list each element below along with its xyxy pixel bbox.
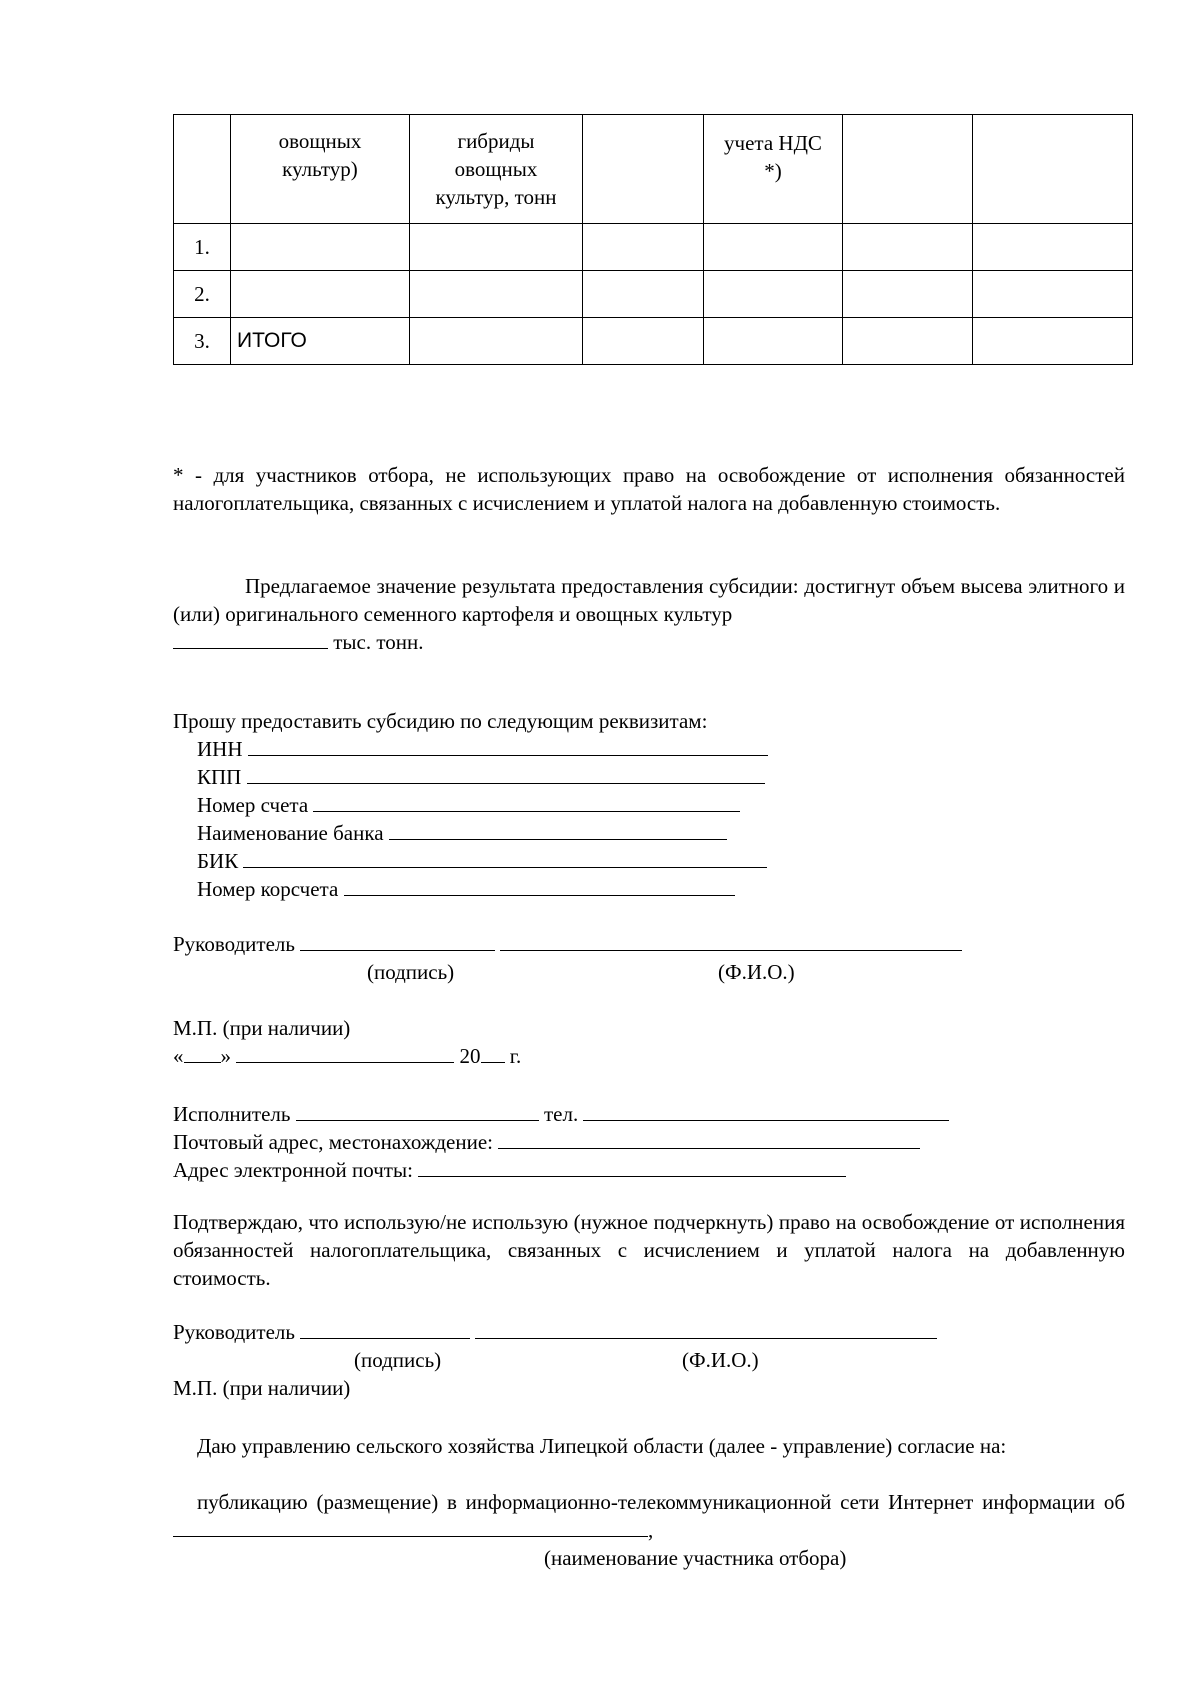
bik-field[interactable] (243, 847, 767, 868)
address-field[interactable] (498, 1128, 920, 1149)
result-value-line (173, 628, 1125, 656)
table-cell (704, 271, 843, 318)
fio-caption: (Ф.И.О.) (718, 960, 795, 984)
row-name: ИТОГО (231, 318, 410, 365)
row-number: 3. (174, 318, 231, 365)
signature-caption: (подпись) (367, 960, 455, 984)
address-row (173, 1128, 1125, 1156)
signature-role: Руководитель (173, 932, 295, 956)
requisites-list (173, 735, 1125, 903)
address-label: Почтовый адрес, местонахождение: (173, 1130, 494, 1154)
bank-name-field[interactable] (389, 819, 727, 840)
email-row (173, 1156, 1125, 1184)
confirm-paragraph: Подтверждаю, что использую/не использую (нужное подчеркнуть) право на освобождение от исполнения обязанностей налогоплательщика, связанных с исчислением и уплатой налога на добавленную стоимость. (173, 1210, 1125, 1290)
corr-account-field[interactable] (344, 875, 735, 896)
requisite-row (173, 875, 1125, 903)
year-prefix: 20 (459, 1044, 481, 1068)
fio-caption: (Ф.И.О.) (682, 1348, 759, 1372)
table-cell (704, 318, 843, 365)
result-value-field[interactable] (173, 628, 328, 649)
account-field[interactable] (313, 791, 740, 812)
result-unit: тыс. тонн. (333, 630, 424, 654)
publication-text: публикацию (размещение) в информационно-телекоммуникационной сети Интернет информации об (197, 1490, 1125, 1514)
requisites-intro: Прошу предоставить субсидию по следующим реквизитам: (173, 709, 708, 733)
requisite-row (173, 735, 1125, 763)
signature-role: Руководитель (173, 1320, 295, 1344)
table-header-cell (843, 115, 973, 224)
executor-field[interactable] (296, 1100, 539, 1121)
stamp-note: М.П. (при наличии) (173, 1016, 351, 1040)
year-field[interactable] (481, 1042, 505, 1063)
executor-row (173, 1100, 1125, 1128)
requisite-label: Наименование банка (197, 821, 384, 845)
table-cell (583, 224, 704, 271)
table-row (174, 224, 1133, 271)
day-field[interactable] (184, 1042, 221, 1063)
table-cell (843, 271, 973, 318)
date-close-quote: » (220, 1044, 231, 1068)
signature-field[interactable] (300, 930, 495, 951)
table-header-cell: овощных культур) (231, 115, 410, 224)
year-suffix: г. (509, 1044, 522, 1068)
date-line (173, 1042, 1125, 1070)
signature-caption: (подпись) (354, 1348, 442, 1372)
fio-field[interactable] (500, 930, 962, 951)
email-field[interactable] (418, 1156, 846, 1177)
table-row (174, 318, 1133, 365)
result-paragraph (173, 572, 1125, 628)
row-name (231, 271, 410, 318)
month-field[interactable] (236, 1042, 454, 1063)
requisite-row (173, 791, 1125, 819)
requisite-label: Номер счета (197, 793, 309, 817)
phone-label: тел. (543, 1102, 579, 1126)
email-label: Адрес электронной почты: (173, 1158, 413, 1182)
phone-field[interactable] (583, 1100, 949, 1121)
table-cell (843, 224, 973, 271)
fio-field[interactable] (475, 1318, 937, 1339)
requisite-row (173, 763, 1125, 791)
row-name (231, 224, 410, 271)
table-cell (843, 318, 973, 365)
table-cell (973, 318, 1133, 365)
table-cell (973, 271, 1133, 318)
table-header-cell: учета НДС *) (704, 115, 843, 224)
signature-field[interactable] (300, 1318, 470, 1339)
consent-paragraph: Даю управлению сельского хозяйства Липецкой области (далее - управление) согласие на: (197, 1434, 1007, 1458)
table-cell (410, 224, 583, 271)
row-number: 2. (174, 271, 231, 318)
subsidy-table (173, 114, 1133, 365)
table-cell (583, 271, 704, 318)
table-header-cell (174, 115, 231, 224)
table-cell (973, 224, 1133, 271)
requisite-row (173, 819, 1125, 847)
kpp-field[interactable] (247, 763, 765, 784)
table-header-row (174, 115, 1133, 224)
requisite-label: КПП (197, 765, 242, 789)
date-open-quote: « (173, 1044, 184, 1068)
footnote: * - для участников отбора, не использующих право на освобождение от исполнения обязанностей налогоплательщика, связанных с исчислением и уплатой налога на добавленную стоимость. (173, 463, 1125, 515)
requisite-label: ИНН (197, 737, 243, 761)
executor-block (173, 1100, 1125, 1184)
participant-caption: (наименование участника отбора) (544, 1546, 847, 1570)
comma: , (648, 1518, 654, 1542)
inn-field[interactable] (248, 735, 768, 756)
table-cell (704, 224, 843, 271)
requisite-label: Номер корсчета (197, 877, 339, 901)
table-header-cell (583, 115, 704, 224)
publication-paragraph (173, 1488, 1125, 1544)
table-cell (410, 271, 583, 318)
requisite-row (173, 847, 1125, 875)
stamp-note: М.П. (при наличии) (173, 1376, 351, 1400)
signature-line-1 (173, 930, 1125, 958)
table-header-cell: гибриды овощных культур, тонн (410, 115, 583, 224)
requisite-label: БИК (197, 849, 239, 873)
table-cell (583, 318, 704, 365)
table-cell (410, 318, 583, 365)
result-text: Предлагаемое значение результата предоставления субсидии: достигнут объем высева элитного и (или) оригинального семенного картофеля и овощных культур (173, 574, 1125, 626)
table-header-cell (973, 115, 1133, 224)
row-number: 1. (174, 224, 231, 271)
table-row (174, 271, 1133, 318)
executor-label: Исполнитель (173, 1102, 291, 1126)
signature-line-2 (173, 1318, 1125, 1346)
participant-field[interactable] (173, 1516, 648, 1537)
